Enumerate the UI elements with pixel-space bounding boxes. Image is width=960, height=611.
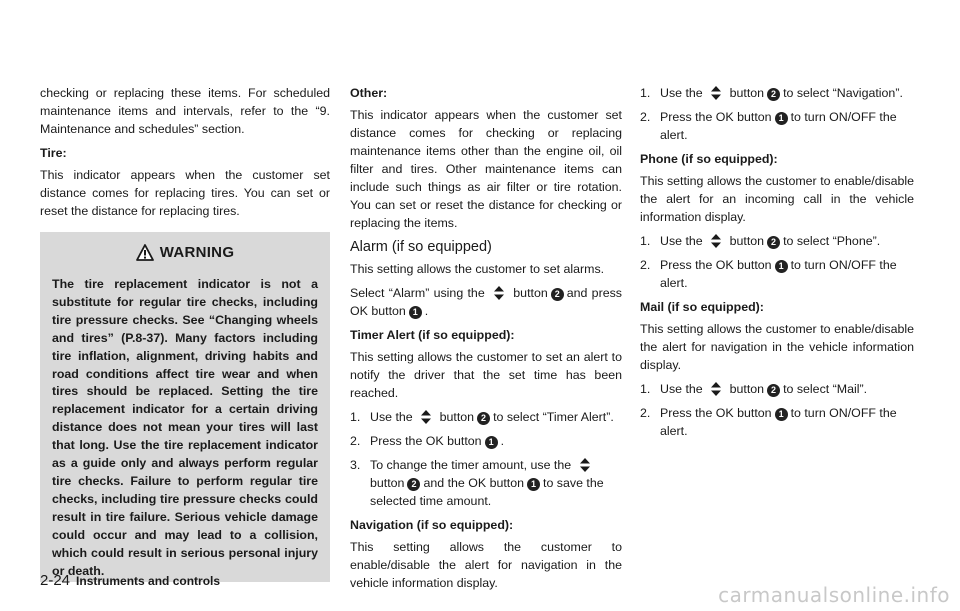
callout-2: 2 [551, 288, 564, 301]
warning-triangle-icon [136, 244, 154, 261]
list-item: 1. Use the button 2 to select “Phone”. [640, 234, 881, 248]
phone-paragraph: This setting allows the customer to enable/disable the alert for an incoming call in the vehicle information display. [640, 174, 914, 224]
alarm-paragraph: This setting allows the customer to set alarms. [350, 262, 605, 276]
list-item: 1. Use the button 2 to select “Timer Alert”. [350, 410, 614, 424]
warning-text-a: The tire replacement indicator is not a substitute for regular tire checks, including tire pressure checks. See “ [52, 277, 318, 327]
navigation-heading: Navigation (if so equipped): [350, 518, 514, 532]
list-item: 1. Use the button 2 to select “Mail”. [640, 382, 868, 396]
up-down-arrow-icon [709, 85, 723, 101]
up-down-arrow-icon [709, 381, 723, 397]
up-down-arrow-icon [709, 233, 723, 249]
warning-xref-link[interactable]: Changing wheels and tires [52, 312, 318, 345]
mail-steps [640, 380, 914, 440]
callout-1: 1 [485, 436, 498, 449]
callout-2: 2 [767, 236, 780, 249]
intro-paragraph: checking or replacing these items. For scheduled maintenance items and intervals, refer to the “9. Maintenance and schedules” section. [40, 86, 330, 136]
list-item: 2. Press the OK button 1 to turn ON/OFF the alert. [640, 406, 897, 438]
other-paragraph: This indicator appears when the customer set distance comes for checking or replacing maintenance items other than the engine oil, oil filter and tires. Other maintenance items can include such things as air filter or tire rotation. You can set or reset the distance for checking or replacing the items. [350, 108, 622, 230]
navigation-steps [640, 84, 914, 144]
callout-1: 1 [775, 408, 788, 421]
column-1 [40, 84, 330, 582]
alarm-select-paragraph: Select “Alarm” using the button 2 and press OK button 1 . [350, 286, 622, 318]
list-item: 2. Press the OK button 1 to turn ON/OFF the alert. [640, 110, 897, 142]
column-2 [350, 84, 622, 598]
callout-2: 2 [767, 88, 780, 101]
tire-heading: Tire: [40, 146, 67, 160]
callout-1: 1 [775, 260, 788, 273]
list-item: 3. To change the timer amount, use the button 2 and the OK button 1 to save the selected time amount. [350, 458, 604, 508]
list-item: 1. Use the button 2 to select “Navigation”. [640, 86, 903, 100]
timer-paragraph: This setting allows the customer to set an alert to notify the driver that the set time has been reached. [350, 350, 622, 400]
warning-title-text: WARNING [159, 244, 235, 261]
callout-1: 1 [775, 112, 788, 125]
tire-paragraph: This indicator appears when the customer set distance comes for replacing tires. You can set or reset the distance for replacing tires. [40, 168, 330, 218]
callout-2: 2 [407, 478, 420, 491]
mail-heading: Mail (if so equipped): [640, 300, 764, 314]
up-down-arrow-icon [419, 409, 433, 425]
up-down-arrow-icon [578, 457, 592, 473]
warning-text [52, 276, 318, 580]
warning-box [40, 232, 330, 582]
up-down-arrow-icon [492, 285, 506, 301]
list-item: 2. Press the OK button 1 . [350, 434, 505, 448]
page-number: 2-24 [40, 572, 71, 589]
other-heading: Other: [350, 86, 388, 100]
mail-paragraph: This setting allows the customer to enable/disable the alert for navigation in the vehicle information display. [640, 322, 914, 372]
callout-2: 2 [767, 384, 780, 397]
callout-2: 2 [477, 412, 490, 425]
phone-steps [640, 232, 914, 292]
page-footer [40, 572, 220, 589]
phone-heading: Phone (if so equipped): [640, 152, 778, 166]
warning-text-b: ” (P.8-37). Many factors including tire inflation, alignment, driving habits and road conditions affect tire wear and when tires should be replaced. Setting the tire replacement indicator for a certain driving distance does not mean your tires will last that long. Use the tire replacement indicator as a guide only and always perform regular tire checks. Failure to perform regular tire checks, including tire pressure checks could result in tire failure. Serious vehicle damage could occur and may lead to a collision, which could result in serious personal injury or death. [52, 330, 318, 578]
navigation-paragraph: This setting allows the customer to enable/disable the alert for navigation in the vehicle information display. [350, 540, 622, 590]
list-item: 2. Press the OK button 1 to turn ON/OFF the alert. [640, 258, 897, 290]
section-title: Instruments and controls [76, 574, 221, 588]
timer-steps [350, 408, 622, 510]
watermark: carmanualsonline.info [718, 583, 950, 607]
column-3 [640, 84, 914, 446]
callout-1: 1 [527, 478, 540, 491]
callout-1: 1 [409, 306, 422, 319]
warning-title [52, 244, 318, 262]
alarm-heading: Alarm (if so equipped) [350, 239, 492, 255]
timer-heading: Timer Alert (if so equipped): [350, 328, 515, 342]
